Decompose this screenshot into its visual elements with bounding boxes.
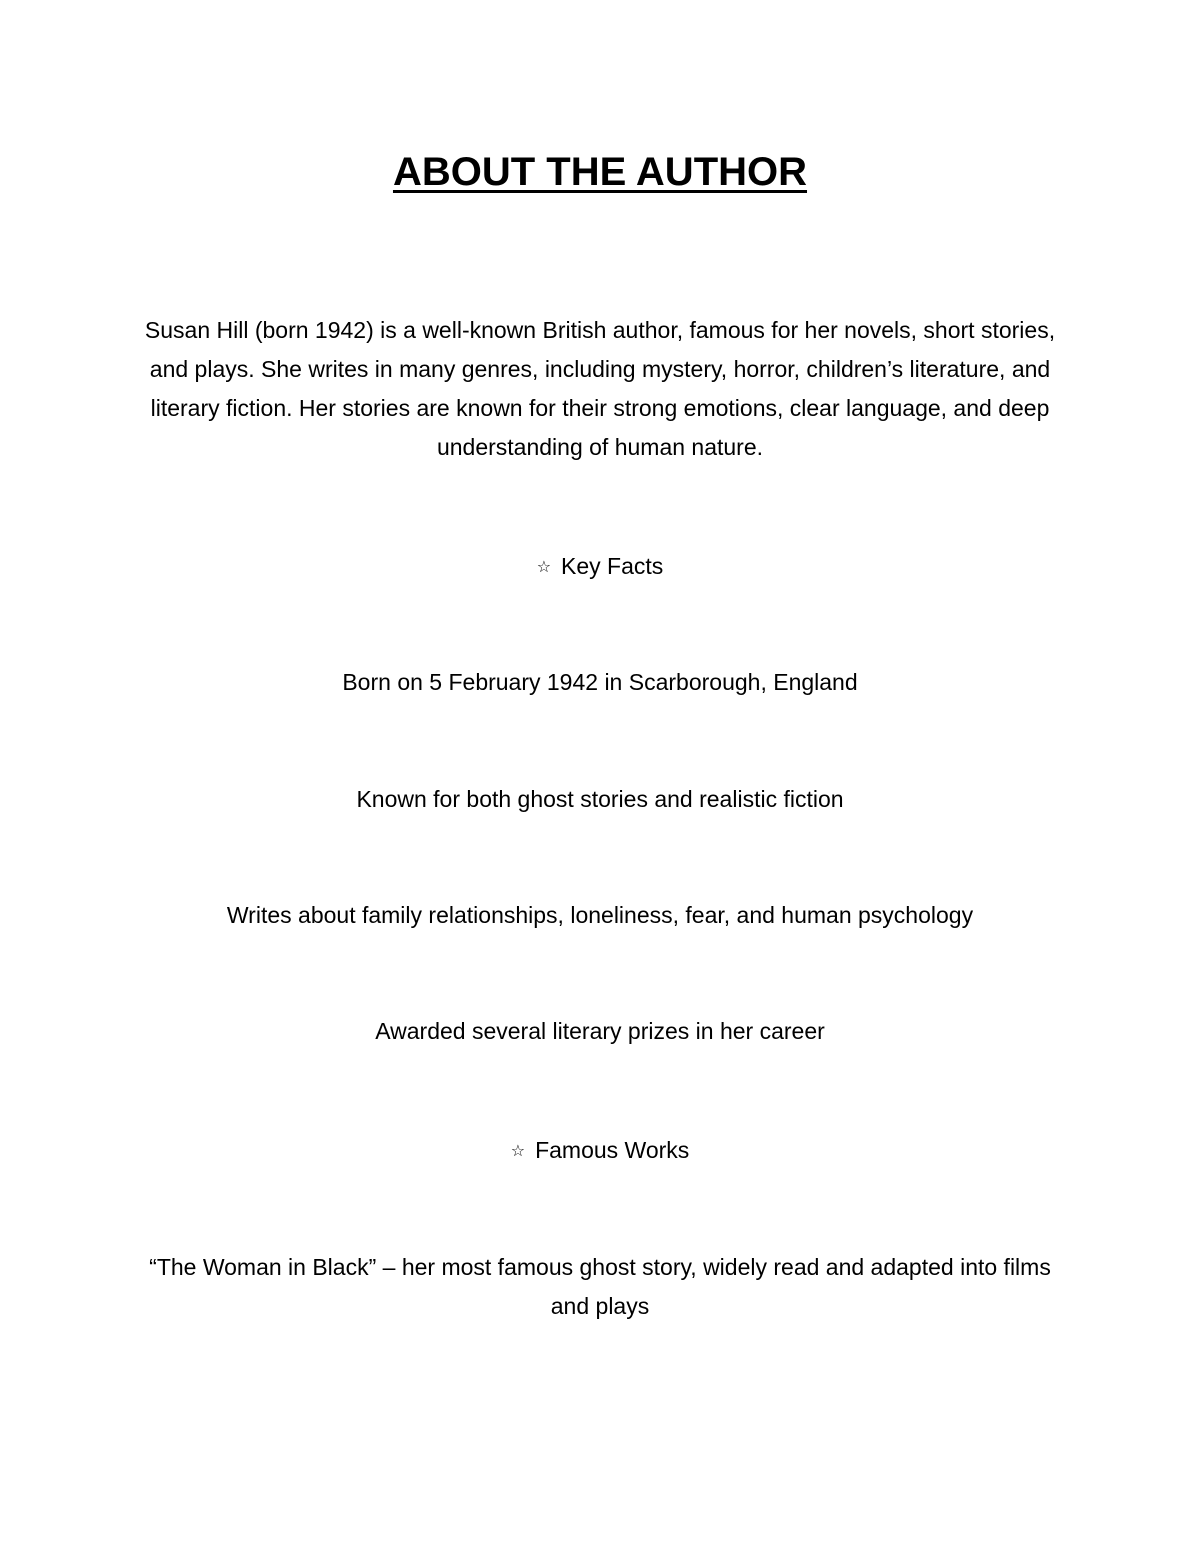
key-facts-heading (130, 547, 1070, 586)
star-outline-icon: ☆ (510, 1141, 526, 1160)
famous-work-item: “The Woman in Black” – her most famous ghost story, widely read and adapted into films and plays (149, 1254, 1051, 1319)
famous-works-heading-label: Famous Works (535, 1137, 690, 1163)
author-intro-paragraph: Susan Hill (born 1942) is a well-known British author, famous for her novels, short stories, and plays. She writes in many genres, including mystery, horror, children’s literature, and literary fiction. Her stories are known for their strong emotions, clear language, and deep understanding of human nature. (144, 317, 1056, 460)
page-title: ABOUT THE AUTHOR (392, 150, 808, 194)
key-fact-item: Known for both ghost stories and realistic fiction (356, 786, 844, 812)
key-fact-item: Awarded several literary prizes in her career (375, 1018, 825, 1044)
famous-works-heading (130, 1131, 1070, 1170)
key-fact-item: Born on 5 February 1942 in Scarborough, England (342, 669, 858, 695)
star-outline-icon: ☆ (536, 557, 552, 576)
key-facts-heading-label: Key Facts (561, 553, 664, 579)
key-fact-item: Writes about family relationships, loneliness, fear, and human psychology (226, 902, 974, 928)
